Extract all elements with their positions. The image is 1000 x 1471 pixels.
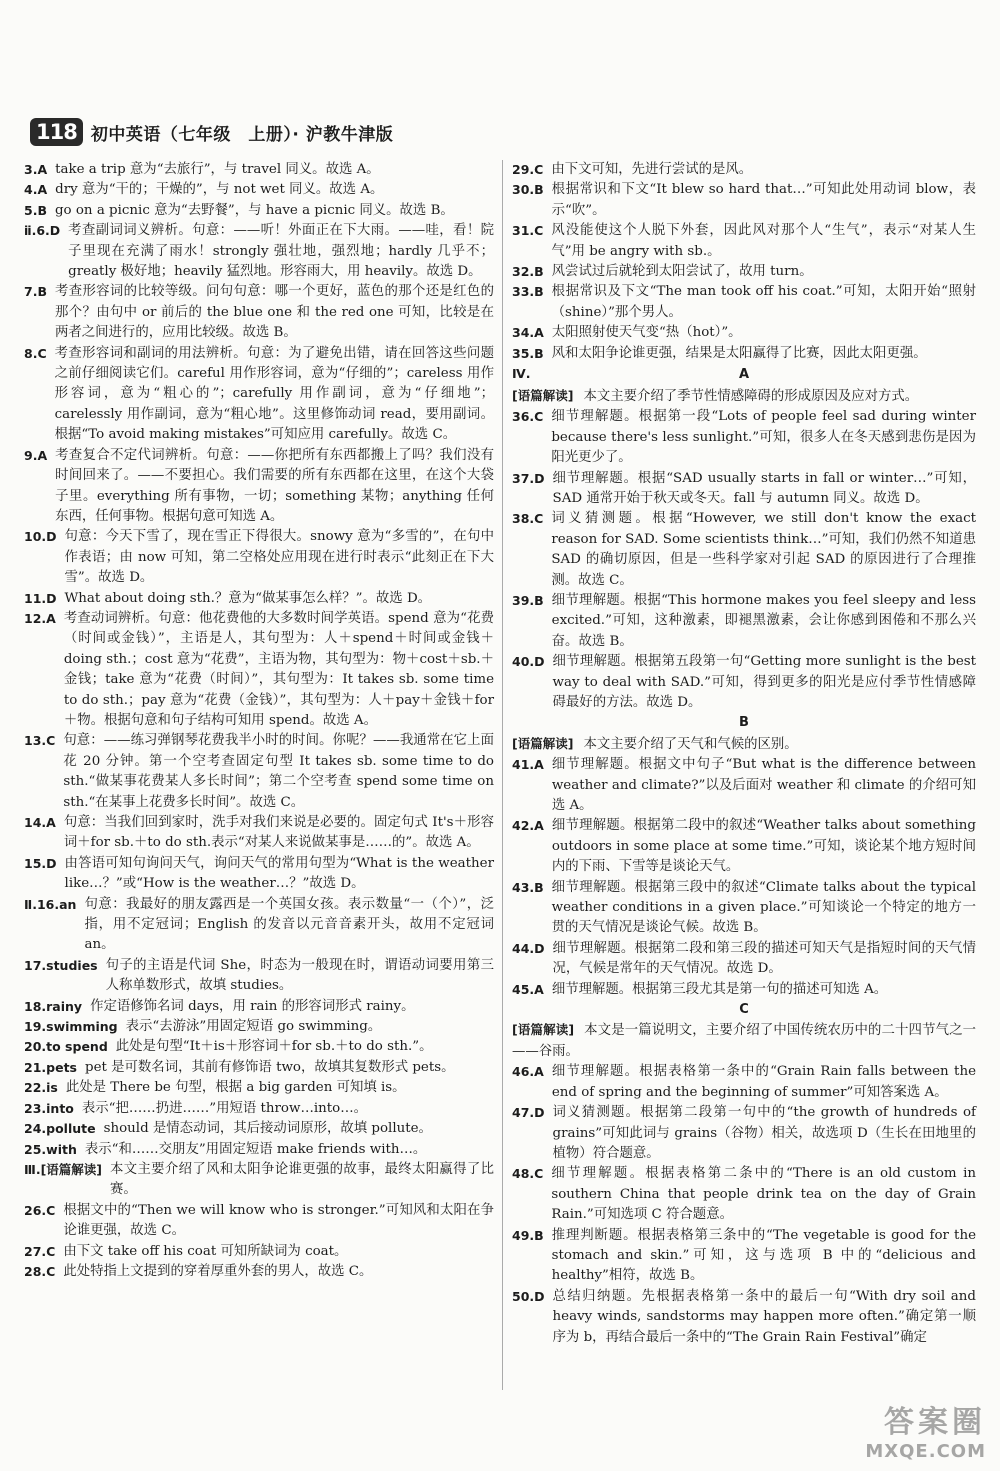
page-number: 118	[30, 118, 83, 146]
answer-explanation: 考查形容词和副词的用法辨析。句意：为了避免出错，请在回答这些问题之前仔细阅读它们。careful 用作形容词，意为“仔细的”；careless 用作形容词，意为“粗心的”；carefully 用作副词，意为“仔细地”；carelessly 用作副词，意为“粗心地”。这里修饰动词 read，要用副词。根据“To avoid making mistakes”可知应用 carefully。故选 C。	[54, 345, 494, 443]
answer-explanation: 太阳照射使天气变“热（hot）”。	[551, 325, 742, 341]
answer-explanation: 考查复合不定代词辨析。句意：——你把所有东西都搬上了吗？我们没有时间回来了。——不要担心。我们需要的所有东西都在这里，在这个大袋子里。everything 所有事物，一切；something 某物；anything 任何东西，任何事物。根据句意可知选 A。	[55, 447, 494, 524]
answer-number: 17.studies	[24, 957, 98, 973]
section-number: Ⅳ.	[512, 366, 531, 382]
answer-entry	[512, 180, 976, 221]
answer-explanation: 细节理解题。根据第三段中的叙述“Climate talks about the typical weather conditions in a given place.”可知谈论一个特定的地方一贯的天气情况是谈论气候。故选 B。	[551, 879, 976, 936]
answer-entry	[24, 1140, 494, 1160]
answer-entry	[512, 652, 976, 713]
answers-29-35	[512, 160, 976, 364]
answer-explanation: should 是情态动词，其后接动词原形，故填 pollute。	[103, 1121, 432, 1137]
answer-number: 43.B	[512, 879, 544, 895]
answer-entry	[512, 1164, 976, 1225]
intro-text: 本文主要介绍了天气和气候的区别。	[583, 736, 798, 752]
answer-entry	[24, 589, 494, 609]
answer-explanation: take a trip 意为“去旅行”，与 travel 同义。故选 A。	[55, 162, 380, 177]
answer-explanation: 句意：我最好的朋友露西是一个英国女孩。表示数量“一（个）”，泛指，用不定冠词；English 的发音以元音音素开头，故用不定冠词 an。	[84, 896, 494, 953]
answer-entry	[24, 1017, 494, 1037]
answer-entry	[512, 323, 976, 343]
answer-number: 50.D	[512, 1288, 545, 1304]
answer-explanation: 风没能使这个人脱下外套，因此风对那个人“生气”，表示“对某人生气”用 be angry with sb.。	[551, 223, 976, 259]
answer-explanation: 风和太阳争论谁更强，结果是太阳赢得了比赛，因此太阳更强。	[551, 345, 927, 361]
answer-number: 20.to spend	[24, 1039, 108, 1055]
answer-entry	[24, 1201, 494, 1242]
intro-text: 本文是一篇说明文，主要介绍了中国传统农历中的二十四节气之一——谷雨。	[512, 1023, 977, 1059]
answer-entry	[512, 282, 976, 323]
answer-number: 15.D	[24, 855, 57, 871]
answer-entry	[24, 1058, 494, 1078]
answer-number: 23.into	[24, 1100, 74, 1116]
answer-entry	[24, 854, 494, 895]
answer-number: 22.is	[24, 1080, 58, 1096]
answer-explanation: 由答语可知句询问天气，询问天气的常用句型为“What is the weather like…？”或“How is the weather…？”故选 D。	[64, 855, 494, 892]
right-column	[512, 160, 976, 1348]
passage-intro-a	[512, 386, 976, 407]
answer-entry	[512, 262, 976, 282]
answer-entry	[512, 816, 976, 877]
answer-explanation: 由下文可知，先进行尝试的是风。	[551, 162, 753, 177]
answer-number: 49.B	[512, 1227, 544, 1243]
answer-explanation: 表示“去游泳”用固定短语 go swimming。	[125, 1019, 382, 1035]
answer-number: 9.A	[24, 447, 48, 463]
answer-explanation: dry 意为“干的；干燥的”，与 not wet 同义。故选 A。	[55, 182, 384, 198]
answer-explanation: 考查形容词的比较等级。问句句意：哪一个更好，蓝色的那个还是红色的那个？由句中 or 前后的 the blue one 和 the red one 可知，比较是在两者之间进行的，应用比较级。故选 B。	[54, 284, 494, 341]
answer-explanation: 考查副词词义辨析。句意：——听！外面正在下大雨。——哇，看！院子里现在充满了雨水！strongly 强壮地，强烈地；hardly 几乎不；greatly 极好地；heavily 猛烈地。形容雨大，用 heavily。故选 D。	[68, 223, 494, 280]
watermark-logo	[796, 1397, 986, 1462]
answer-entry	[24, 527, 494, 588]
answer-number: 12.A	[24, 610, 56, 626]
watermark-text: 答案圈	[884, 1405, 986, 1440]
answer-entry	[24, 180, 494, 200]
answer-number: 21.pets	[24, 1059, 77, 1075]
answer-number: 3.A	[24, 162, 48, 177]
answer-entry	[512, 509, 976, 591]
answer-entry	[24, 956, 494, 997]
answer-entry	[24, 160, 494, 180]
answer-explanation: 细节理解题。根据第五段第一句“Getting more sunlight is the best way to deal with SAD.”可知，得到更多的阳光是应付季节性情感障碍最好的方法。故选 D。	[552, 654, 976, 710]
answer-explanation: 词义猜测题。根据“However, we still don't know the exact reason for SAD. Some scientists think…”可知，我们仍然不知道患 SAD 的确切原因，但是一些科学家对引起 SAD 的原因进行了合理推测。故选 C。	[551, 511, 976, 588]
answer-explanation: 细节理解题。根据“SAD usually starts in fall or winter…”可知，SAD 通常开始于秋天或冬天。fall 与 autumn 同义。故选 D。	[552, 470, 976, 506]
answer-entry	[24, 344, 494, 446]
answer-entry	[24, 201, 494, 221]
answer-entry	[24, 1242, 494, 1262]
answer-number: 14.A	[24, 815, 56, 830]
answer-entry	[24, 1037, 494, 1057]
answer-explanation: 考查动词辨析。句意：他花费他的大多数时间学英语。spend 意为“花费（时间或金钱）”，主语是人，其句型为：人＋spend＋时间或金钱＋doing sth.；cost 意为“花费”，主语为物，其句型为：物＋cost＋sb.＋金钱；take 意为“花费（时间）”，其句型为：It takes sb. some time to do sth.；pay 意为“花费（金钱）”，其句型为：人＋pay＋金钱＋for＋物。根据句意和句子结构可知用 spend。故选 A。	[63, 610, 494, 728]
answer-number: 26.C	[24, 1202, 56, 1218]
answer-explanation: 句意：当我们回到家时，洗手对我们来说是必要的。固定句式 It's＋形容词＋for sb.＋to do sth.表示“对某人来说做某事是……的”。故选 A。	[63, 815, 494, 851]
answer-entry	[512, 407, 976, 468]
answer-number: 7.B	[24, 284, 47, 300]
column-divider	[502, 160, 503, 1390]
answer-explanation: 细节理解题。根据表格第一条中的“Grain Rain falls between the end of spring and the beginning of summer”可知答案选 A。	[551, 1064, 976, 1100]
answer-entry	[24, 997, 494, 1017]
answer-number: 32.B	[512, 264, 544, 280]
passage-intro-c	[512, 1020, 976, 1062]
answers-41-45	[512, 755, 976, 1000]
answer-entry	[24, 1160, 494, 1201]
intro-tag: [语篇解读]	[512, 735, 574, 751]
answer-explanation: 根据文中的“Then we will know who is stronger.”可知风和太阳在争论谁更强，故选 C。	[63, 1202, 494, 1239]
answer-number: 34.A	[512, 325, 544, 341]
answer-explanation: pet 是可数名词，其前有修饰语 two，故填其复数形式 pets。	[85, 1059, 455, 1075]
answer-explanation: 细节理解题。根据第三段尤其是第一句的描述可知选 A。	[551, 981, 888, 997]
answer-explanation: 表示“把……扔进……”用短语 throw…into…。	[81, 1100, 367, 1116]
answer-number: 28.C	[24, 1263, 56, 1279]
answer-explanation: 此处特指上文提到的穿着厚重外套的男人，故选 C。	[63, 1263, 373, 1279]
answer-entry	[24, 1262, 494, 1282]
answer-entry	[24, 1119, 494, 1139]
answer-number: 40.D	[512, 654, 545, 670]
answer-entry	[512, 1062, 976, 1103]
passage-letter-a: A	[738, 367, 750, 383]
answer-explanation: 风尝试过后就轮到太阳尝试了，故用 turn。	[551, 264, 813, 280]
answer-explanation: 词义猜测题。根据第二段第一句中的“the growth of hundreds of grains”可知此词与 grains（谷物）相关，故选项 D（生长在田地里的植物）符合题意。	[552, 1105, 976, 1161]
answer-entry	[512, 469, 976, 510]
answer-explanation: What about doing sth.？意为“做某事怎么样？”。故选 D。	[64, 590, 432, 606]
watermark-url: MXQE.COM	[865, 1441, 986, 1462]
intro-tag: [语篇解读]	[512, 387, 574, 403]
answer-number: 31.C	[512, 223, 544, 239]
answer-explanation: 细节理解题。根据第二段中的叙述“Weather talks about something outdoors in some place at some time.”可知，谈论某个地方短时间内的下雨、下雪等是谈论天气。	[551, 818, 976, 875]
answer-number: 5.B	[24, 202, 47, 218]
answer-number: 44.D	[512, 940, 545, 956]
answer-number: 30.B	[512, 182, 544, 198]
answer-number: 24.pollute	[24, 1121, 96, 1137]
book-title: 初中英语（七年级 上册）· 沪教牛津版	[90, 124, 394, 145]
passage-intro-b	[512, 734, 976, 755]
answer-number: 45.A	[512, 981, 544, 997]
answer-number: 4.A	[24, 182, 48, 198]
answer-entry	[512, 1226, 976, 1287]
intro-tag: [语篇解读]	[512, 1022, 575, 1038]
answer-entry	[24, 1078, 494, 1098]
page-header	[30, 112, 393, 152]
answer-number: 35.B	[512, 345, 544, 361]
answer-explanation: 细节理解题。根据第二段和第三段的描述可知天气是指短时间的天气情况，气候是常年的天气情况。故选 D。	[552, 940, 976, 977]
answer-number: 39.B	[512, 592, 544, 608]
answers-46-50	[512, 1062, 976, 1348]
answer-number: 41.A	[512, 757, 544, 773]
answer-entry	[512, 878, 976, 939]
answer-number: ⅱ.6.D	[24, 223, 61, 239]
left-column	[24, 160, 494, 1282]
answer-entry	[512, 980, 976, 1000]
answer-number: 29.C	[512, 162, 544, 177]
answers-36-40	[512, 407, 976, 713]
answer-number: 8.C	[24, 345, 47, 361]
passage-letter-b: B	[739, 715, 749, 731]
answer-explanation: 本文主要介绍了风和太阳争论谁更强的故事，最终太阳赢得了比赛。	[110, 1161, 494, 1198]
answer-number: 46.A	[512, 1064, 544, 1080]
answer-number: 27.C	[24, 1243, 56, 1259]
answer-number: 19.swimming	[24, 1019, 118, 1035]
answer-explanation: 此处是句型“It＋is＋形容词＋for sb.＋to do sth.”。	[115, 1039, 433, 1055]
answer-entry	[24, 895, 494, 956]
answer-number: 38.C	[512, 511, 544, 527]
answer-entry	[512, 755, 976, 816]
answer-number: Ⅱ.16.an	[24, 896, 77, 912]
answer-explanation: 由下文 take off his coat 可知所缺词为 coat。	[63, 1243, 348, 1259]
answer-explanation: 总结归纳题。先根据表格第一条中的最后一句“With dry soil and heavy winds, sandstorms may happen more often.”确定第一顺序为 b，再结合最后一条中的“The Grain Rain Festival”确定	[552, 1288, 976, 1345]
answer-entry	[512, 939, 976, 980]
answer-explanation: 细节理解题。根据表格第二条中的“There is an old custom in southern China that people drink tea on the day of Grain Rain.”可知选项 C 符合题意。	[551, 1166, 976, 1223]
answer-explanation: 作定语修饰名词 days，用 rain 的形容词形式 rainy。	[90, 998, 415, 1014]
answer-number: 36.C	[512, 409, 544, 425]
answer-entry	[512, 591, 976, 652]
answer-explanation: 句意：今天下雪了，现在雪正下得很大。snowy 意为“多雪的”，在句中作表语；由 now 可知，第二空格处应用现在进行时表示“此刻正在下大雪”。故选 D。	[64, 529, 494, 586]
answer-explanation: 细节理解题。根据文中句子“But what is the difference between weather and climate?”以及后面对 weather 和 climate 的介绍可知选 A。	[551, 757, 976, 813]
answer-entry	[512, 1287, 976, 1348]
answer-number: 11.D	[24, 590, 57, 606]
answer-explanation: 此处是 There be 句型，根据 a big garden 可知填 is。	[65, 1080, 406, 1096]
answer-entry	[512, 221, 976, 262]
answer-entry	[24, 446, 494, 528]
answer-number: Ⅲ.[语篇解读]	[24, 1161, 102, 1177]
answer-number: 13.C	[24, 733, 56, 749]
answer-entry	[24, 813, 494, 854]
answer-number: 25.with	[24, 1141, 77, 1157]
answer-explanation: 表示“和……交朋友”用固定短语 make friends with…。	[84, 1141, 427, 1157]
answer-explanation: 细节理解题。根据第一段“Lots of people feel sad during winter because there's less sunlight.”可知，很多人在冬天感到悲伤是因为阳光更少了。	[551, 409, 976, 466]
answer-explanation: 根据常识和下文“It blew so hard that…”可知此处用动词 blow，表示“吹”。	[551, 182, 976, 218]
answer-number: 18.rainy	[24, 998, 83, 1014]
answer-explanation: 句意：——练习弹钢琴花费我半小时的时间。你呢？——我通常在它上面花 20 分钟。第一个空考查固定句型 It takes sb. some time to do sth.“做某事花费某人多长时间”；第二个空考查 spend some time on sth.“在某事上花费多长时间”。故选 C。	[63, 733, 494, 810]
answer-entry	[24, 1099, 494, 1119]
answer-entry	[24, 282, 494, 343]
answer-number: 48.C	[512, 1166, 544, 1182]
answer-entry	[24, 221, 494, 282]
answer-entry	[24, 609, 494, 731]
answer-explanation: 推理判断题。根据表格第三条中的“The vegetable is good for the stomach and skin.”可知，这与选项 B 中的“delicious and healthy”相符，故选 B。	[551, 1227, 976, 1284]
answer-entry	[24, 731, 494, 813]
answer-number: 37.D	[512, 470, 545, 486]
answer-number: 42.A	[512, 818, 544, 834]
answer-explanation: go on a picnic 意为“去野餐”，与 have a picnic 同义。故选 B。	[54, 202, 454, 218]
passage-letter-c: C	[739, 1002, 749, 1018]
answer-number: 10.D	[24, 529, 57, 545]
answer-entry	[512, 160, 976, 180]
answer-number: 33.B	[512, 284, 544, 300]
intro-text: 本文主要介绍了季节性情感障碍的形成原因及应对方式。	[583, 388, 919, 404]
answer-explanation: 句子的主语是代词 She，时态为一般现在时，谓语动词要用第三人称单数形式，故填 studies。	[105, 957, 494, 994]
answer-entry	[512, 344, 976, 364]
answer-number: 47.D	[512, 1105, 545, 1121]
answer-explanation: 根据常识及下文“The man took off his coat.”可知，太阳开始“照射（shine）”那个男人。	[551, 284, 976, 320]
answer-entry	[512, 1103, 976, 1164]
answer-explanation: 细节理解题。根据“This hormone makes you feel sleepy and less excited.”可知，这种激素，即褪黑激素，会让你感到困倦和不那么兴奋。故选 B。	[551, 592, 976, 649]
